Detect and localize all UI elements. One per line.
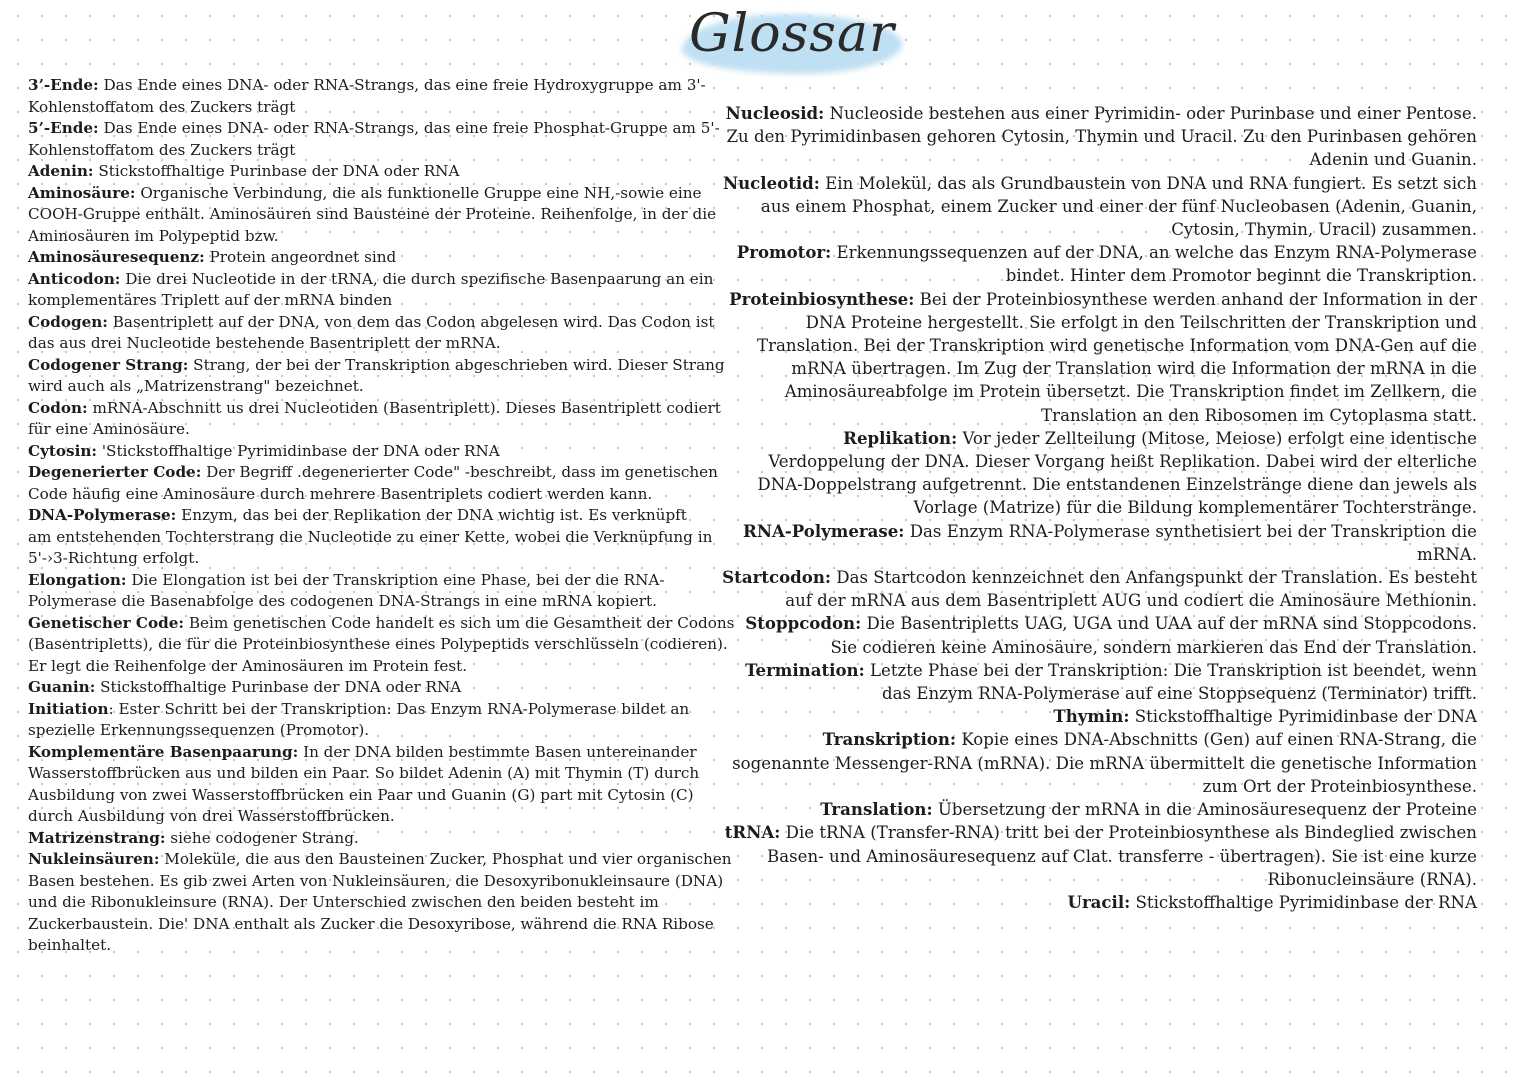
glossary-definition: Stickstoffhaltige Pyrimidinbase der DNA <box>1129 707 1477 727</box>
page-title: Glossar <box>689 4 895 64</box>
glossary-entry <box>722 102 1477 172</box>
glossary-definition: Ein Molekül, das als Grundbaustein von DNA und RNA fungiert. Es setzt sich aus einem Phosphat, einem Zucker und einer der fünf Nucleobasen (Adenin, Guanin, Cytosin, Thymin, Uracil) zusammen. <box>760 173 1477 240</box>
glossary-entry <box>28 247 736 269</box>
glossary-entry <box>28 161 736 183</box>
glossary-definition: Protein angeordnet sind <box>204 248 397 266</box>
glossary-definition: : Ester Schritt bei der Transkription: Das Enzym RNA-Polymerase bildet an spezielle Erkennungssequenzen (Promotor). <box>28 699 690 739</box>
glossary-term: tRNA: <box>724 822 781 843</box>
glossary-term: Codogener Strang: <box>28 355 189 374</box>
glossary-term: Komplementäre Basenpaarung: <box>28 742 299 761</box>
glossary-definition: mRNA-Abschnitt us drei Nucleotiden (Basentriplett). Dieses Basentriplett codiert für eine Aminosäure. <box>28 398 721 438</box>
glossary-entry <box>28 613 736 678</box>
right-glossary-column <box>722 102 1477 914</box>
glossary-definition: 'Stickstoffhaltige Pyrimidinbase der DNA oder RNA <box>97 441 500 460</box>
glossary-term: Cytosin: <box>28 441 98 460</box>
glossary-definition: Stickstoffhaltige Purinbase der DNA oder RNA <box>93 162 460 180</box>
glossary-term: Uracil: <box>1067 891 1131 912</box>
glossary-definition: Kopie eines DNA-Abschnitts (Gen) auf einen RNA-Strang, die sogenannte Messenger-RNA (mRNA). Die mRNA übermittelt die genetische Information zum Ort der Proteinbiosynthese. <box>732 730 1477 796</box>
glossary-definition: Übersetzung der mRNA in die Aminosäuresequenz der Proteine <box>932 800 1477 820</box>
glossary-term: Termination: <box>745 659 865 680</box>
glossary-definition: siehe codogener Strang. <box>165 828 359 847</box>
glossary-entry <box>28 183 736 248</box>
glossary-entry <box>28 505 736 570</box>
glossary-definition: Die Basentripletts UAG, UGA und UAA auf der mRNA sind Stoppcodons. Sie codieren keine Aminosäure, sondern markieren das End der Translation. <box>830 614 1477 657</box>
glossary-entry <box>722 659 1477 705</box>
glossary-entry <box>722 427 1477 520</box>
glossary-term: RNA-Polymerase: <box>743 520 905 541</box>
glossary-entry <box>28 75 736 118</box>
glossary-entry <box>28 398 736 441</box>
glossary-entry <box>28 269 736 312</box>
glossary-definition: Die drei Nucleotide in der tRNA, die durch spezifische Basenpaarung an ein komplementäres Triplett auf der mRNA binden <box>28 269 714 309</box>
glossary-term: Elongation: <box>28 570 127 589</box>
glossary-entry <box>722 172 1477 242</box>
title-area <box>672 0 912 80</box>
glossary-entry <box>722 288 1477 427</box>
glossary-term: 5’-Ende: <box>28 119 99 137</box>
glossary-term: Matrizenstrang: <box>28 828 166 847</box>
glossary-entry <box>722 566 1477 612</box>
glossary-definition: Das Startcodon kennzeichnet den Anfangspunkt der Translation. Es besteht auf der mRNA aus dem Basentriplett AUG und codiert die Aminosäure Methionin. <box>785 568 1477 611</box>
glossary-term: Thymin: <box>1053 706 1130 727</box>
glossary-definition: Das Ende eines DNA- oder RNA-Strangs, das eine freie Hydroxygruppe am 3'-Kohlenstoffatom des Zuckers trägt <box>28 76 706 116</box>
glossary-entry <box>28 570 736 613</box>
glossary-entry <box>28 677 736 699</box>
glossary-entry <box>722 241 1477 287</box>
glossary-entry <box>722 798 1477 821</box>
glossary-term: Transkription: <box>822 729 957 750</box>
glossary-entry <box>28 441 736 463</box>
glossary-term: DNA-Polymerase: <box>28 506 177 524</box>
glossary-term: Translation: <box>820 799 933 820</box>
glossary-term: Degenerierter Code: <box>28 463 202 481</box>
glossary-term: Promotor: <box>736 242 832 263</box>
glossary-term: Nucleotid: <box>722 172 820 193</box>
glossary-definition: Bei der Proteinbiosynthese werden anhand der Information in der DNA Proteine hergestellt. Sie erfolgt in den Teilschritten der Transkription und Translation. Bei der Transkription wird genetische Information vom DNA-Gen auf die mRNA übertragen. Im Zug der Translation wird die Information der mRNA in die Aminosäureabfolge im Protein übersetzt. Die Transkription findet im Zellkern, die Translation an den Ribosomen im Cytoplasma statt. <box>757 289 1477 425</box>
glossary-entry <box>28 462 736 505</box>
glossary-term: Aminosäure: <box>28 183 136 202</box>
glossary-entry <box>28 118 736 161</box>
glossary-definition: Enzym, das bei der Replikation der DNA wichtig ist. Es verknüpft am entstehenden Tochterstrang die Nucleotide zu einer Kette, wobei die Verknüpfung in 5'-›3-Richtung erfolgt. <box>28 506 713 567</box>
glossary-term: 3’-Ende: <box>28 76 99 94</box>
glossary-term: Proteinbiosynthese: <box>729 288 915 309</box>
glossary-entry <box>28 312 736 355</box>
left-glossary-column <box>28 75 736 957</box>
glossary-term: Stoppcodon: <box>745 613 862 634</box>
glossary-definition: Strang, der bei der Transkription abgeschrieben wird. Dieser Strang wird auch als „Matrizenstrang" bezeichnet. <box>28 355 725 395</box>
glossary-definition: Vor jeder Zellteilung (Mitose, Meiose) erfolgt eine identische Verdoppelung der DNA. Dieser Vorgang heißt Replikation. Dabei wird der elterliche DNA-Doppelstrang aufgetrennt. Die entstandenen Einzelstränge diene dan jewels als Vorlage (Matrize) für die Bildung komplementärer Tochterstränge. <box>757 428 1477 518</box>
glossary-term: Genetischer Code: <box>28 613 185 632</box>
glossary-definition: Letzte Phase bei der Transkription: Die Transkription ist beendet, wenn das Enzym RNA-Polymerase auf eine Stoppsequenz (Terminator) trifft. <box>864 660 1477 704</box>
glossary-definition: Beim genetischen Code handelt es sich um die Gesamtheit der Codons (Basentripletts), die für die Proteinbiosynthese eines Polypeptids verschlüsseln (codieren). Er legt die Reihenfolge der Aminosäuren im Protein fest. <box>28 613 735 675</box>
glossary-entry <box>722 520 1477 566</box>
glossary-definition: Der Begriff .degenerierter Code" -beschreibt, dass im genetischen Code häufig eine Aminosäure durch mehrere Basentriplets codiert werden kann. <box>28 463 718 503</box>
glossary-term: Aminosäuresequenz: <box>28 248 205 266</box>
glossary-term: Adenin: <box>28 162 94 180</box>
glossary-definition: Stickstoffhaltige Pyrimidinbase der RNA <box>1130 892 1477 912</box>
glossary-term: Anticodon: <box>28 269 121 288</box>
glossary-term: Nucleosid: <box>725 103 825 123</box>
glossary-term: Startcodon: <box>722 567 832 588</box>
glossary-entry <box>28 849 736 957</box>
glossary-definition: Das Enzym RNA-Polymerase synthetisiert bei der Transkription die mRNA. <box>904 521 1477 564</box>
glossary-entry <box>28 828 736 850</box>
glossary-entry <box>28 355 736 398</box>
glossary-definition: Das Ende eines DNA- oder RNA-Strangs, das eine freie Phosphat-Gruppe am 5'-Kohlenstoffatom des Zuckers trägt <box>28 119 720 159</box>
glossary-term: Codon: <box>28 398 88 417</box>
glossary-term: Nukleinsäuren: <box>28 850 160 868</box>
glossary-term: Replikation: <box>843 427 958 448</box>
glossary-definition: Die Elongation ist bei der Transkription eine Phase, bei der die RNA-Polymerase die Basenabfolge des codogenen DNA-Strangs in eine mRNA kopiert. <box>28 570 665 610</box>
glossary-entry <box>722 612 1477 658</box>
glossary-entry <box>28 742 736 828</box>
glossary-definition: Die tRNA (Transfer-RNA) tritt bei der Proteinbiosynthese als Bindeglied zwischen Basen- und Aminosäuresequenz auf Clat. transferre - übertragen). Sie ist eine kurze Ribonucleinsäure (RNA). <box>767 823 1477 889</box>
glossary-entry <box>722 728 1477 798</box>
glossary-definition: In der DNA bilden bestimmte Basen untereinander Wasserstoffbrücken aus und bilden ein Paar. So bildet Adenin (A) mit Thymin (T) durch Ausbildung von zwei Wasserstoffbrücken ein Paar und Guanin (G) part mit Cytosin (C) durch Ausbildung von drei Wasserstoffbrücken. <box>28 742 700 825</box>
glossary-term: Codogen: <box>28 312 108 331</box>
glossary-entry <box>28 699 736 742</box>
glossary-definition: Organische Verbindung, die als funktionelle Gruppe eine NH,-sowie eine COOH-Gruppe enthält. Aminosäuren sind Bausteine der Proteine. Reihenfolge, in der die Aminosäuren im Polypeptid bzw. <box>28 183 717 245</box>
glossary-entry <box>722 821 1477 891</box>
glossary-definition: Basentriplett auf der DNA, von dem das Codon abgelesen wird. Das Codon ist das aus drei Nucleotide bestehende Basentriplett der mRNA. <box>28 312 715 352</box>
glossary-entry <box>722 891 1477 914</box>
glossary-entry <box>722 705 1477 728</box>
glossary-term: Initiation <box>28 699 109 718</box>
glossary-term: Guanin: <box>28 678 96 696</box>
glossary-definition: Stickstoffhaltige Purinbase der DNA oder RNA <box>95 678 462 696</box>
glossary-definition: Erkennungssequenzen auf der DNA, an welche das Enzym RNA-Polymerase bindet. Hinter dem Promotor beginnt die Transkription. <box>831 243 1477 286</box>
glossary-definition: Nucleoside bestehen aus einer Pyrimidin- oder Purinbase und einer Pentose. Zu den Pyrimidinbasen gehoren Cytosin, Thymin und Uracil. Zu den Purinbasen gehören Adenin und Guanin. <box>726 104 1477 170</box>
glossary-definition: Moleküle, die aus den Bausteinen Zucker, Phosphat und vier organischen Basen bestehen. Es gib zwei Arten von Nukleinsäuren, die Desoxyribonukleinsaure (DNA) und die Ribonukleinsure (RNA). Der Unterschied zwischen den beiden besteht im Zuckerbaustein. Die' DNA enthalt als Zucker die Desoxyribose, während die RNA Ribose beinhaltet. <box>28 850 732 954</box>
